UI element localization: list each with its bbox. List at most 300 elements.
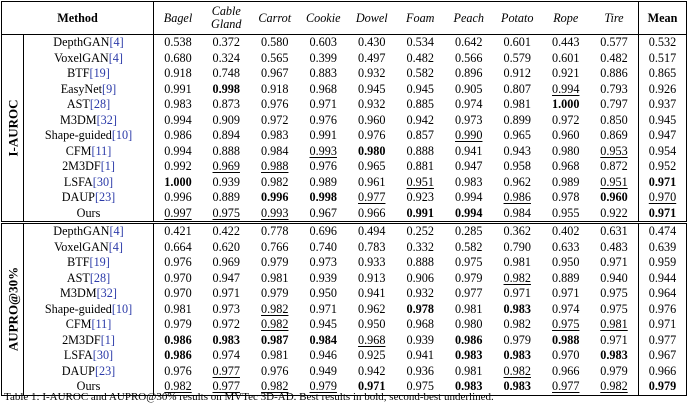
citation-link[interactable]: [10] bbox=[111, 301, 133, 316]
mean-cell bbox=[639, 128, 687, 144]
score-cell bbox=[590, 317, 639, 333]
score-value: 0.980 bbox=[552, 143, 580, 158]
citation-link[interactable]: [4] bbox=[109, 224, 124, 239]
score-value: 0.873 bbox=[212, 97, 240, 112]
score-cell bbox=[251, 35, 300, 51]
score-value: 0.939 bbox=[309, 270, 337, 285]
score-value: 0.968 bbox=[358, 332, 386, 347]
mean-header: Mean bbox=[639, 2, 687, 35]
method-name: LSFA bbox=[63, 348, 93, 363]
score-value: 0.936 bbox=[406, 363, 434, 378]
score-value: 0.940 bbox=[600, 270, 628, 285]
score-value: 0.989 bbox=[552, 174, 580, 189]
score-value: 0.969 bbox=[212, 159, 240, 174]
score-value: 0.982 bbox=[261, 317, 289, 332]
score-value: 0.906 bbox=[406, 270, 434, 285]
score-value: 0.896 bbox=[455, 66, 483, 81]
score-cell bbox=[202, 82, 251, 98]
score-cell bbox=[348, 348, 397, 364]
class-header: Cookie bbox=[305, 10, 341, 25]
class-header: Cable Gland bbox=[211, 4, 242, 31]
score-value: 0.997 bbox=[164, 205, 192, 220]
score-cell bbox=[348, 271, 397, 287]
score-value: 0.969 bbox=[212, 255, 240, 270]
citation-link[interactable]: [30] bbox=[92, 348, 114, 363]
score-value: 0.872 bbox=[600, 159, 628, 174]
score-value: 0.971 bbox=[309, 301, 337, 316]
score-value: 0.976 bbox=[261, 97, 289, 112]
score-cell bbox=[251, 271, 300, 287]
score-cell bbox=[299, 271, 348, 287]
score-cell bbox=[154, 286, 203, 302]
class-header: Foam bbox=[406, 10, 435, 25]
score-value: 0.982 bbox=[164, 379, 192, 394]
table-row bbox=[2, 286, 687, 302]
score-value: 0.998 bbox=[309, 190, 337, 205]
score-value: 0.974 bbox=[552, 301, 580, 316]
score-value: 0.941 bbox=[406, 348, 434, 363]
score-value: 0.883 bbox=[309, 66, 337, 81]
method-name: Ours bbox=[76, 205, 101, 220]
score-value: 0.945 bbox=[406, 81, 434, 96]
score-cell bbox=[348, 223, 397, 240]
score-value: 0.950 bbox=[309, 286, 337, 301]
score-cell bbox=[299, 364, 348, 380]
mean-value: 0.970 bbox=[648, 190, 677, 205]
score-cell bbox=[542, 128, 591, 144]
score-value: 0.939 bbox=[212, 174, 240, 189]
score-cell bbox=[445, 286, 494, 302]
score-value: 0.981 bbox=[164, 301, 192, 316]
score-value: 0.968 bbox=[552, 159, 580, 174]
method-cell bbox=[24, 240, 154, 256]
score-cell bbox=[251, 317, 300, 333]
score-value: 0.970 bbox=[552, 348, 580, 363]
score-cell bbox=[445, 35, 494, 51]
score-value: 0.982 bbox=[261, 379, 289, 394]
score-cell bbox=[590, 144, 639, 160]
score-cell bbox=[202, 317, 251, 333]
score-cell bbox=[396, 333, 445, 349]
score-cell bbox=[445, 159, 494, 175]
score-cell bbox=[299, 175, 348, 191]
score-cell bbox=[202, 240, 251, 256]
score-cell bbox=[154, 364, 203, 380]
citation-link[interactable]: [1] bbox=[100, 159, 115, 174]
score-value: 0.994 bbox=[455, 190, 483, 205]
score-cell bbox=[202, 223, 251, 240]
score-cell bbox=[154, 82, 203, 98]
score-value: 0.857 bbox=[406, 128, 434, 143]
score-value: 0.422 bbox=[212, 224, 240, 239]
score-cell bbox=[251, 364, 300, 380]
score-cell bbox=[590, 66, 639, 82]
score-cell bbox=[251, 333, 300, 349]
score-value: 0.975 bbox=[406, 379, 434, 394]
score-value: 0.994 bbox=[164, 143, 192, 158]
score-cell bbox=[396, 175, 445, 191]
score-value: 0.965 bbox=[358, 159, 386, 174]
score-cell bbox=[348, 175, 397, 191]
score-cell bbox=[299, 66, 348, 82]
score-cell bbox=[299, 159, 348, 175]
mean-value: 0.937 bbox=[648, 97, 677, 112]
score-cell bbox=[202, 348, 251, 364]
score-cell bbox=[542, 82, 591, 98]
score-cell bbox=[202, 66, 251, 82]
score-value: 0.430 bbox=[358, 35, 386, 50]
method-cell bbox=[24, 190, 154, 206]
score-value: 0.965 bbox=[503, 128, 531, 143]
score-value: 0.981 bbox=[600, 317, 628, 332]
score-cell bbox=[299, 206, 348, 223]
section-label-text: I-AUROC bbox=[5, 99, 20, 157]
method-cell bbox=[24, 66, 154, 82]
score-cell bbox=[154, 159, 203, 175]
score-value: 0.988 bbox=[261, 159, 289, 174]
score-cell bbox=[299, 97, 348, 113]
score-value: 0.961 bbox=[358, 174, 386, 189]
score-value: 0.918 bbox=[164, 66, 192, 81]
score-cell bbox=[348, 317, 397, 333]
score-value: 0.979 bbox=[455, 270, 483, 285]
score-cell bbox=[154, 175, 203, 191]
score-value: 0.664 bbox=[164, 239, 192, 254]
score-cell bbox=[348, 66, 397, 82]
score-value: 0.976 bbox=[164, 363, 192, 378]
score-value: 0.939 bbox=[406, 332, 434, 347]
score-cell bbox=[251, 206, 300, 223]
score-value: 0.402 bbox=[552, 224, 580, 239]
score-value: 0.869 bbox=[600, 128, 628, 143]
table-row bbox=[2, 113, 687, 129]
table-row bbox=[2, 66, 687, 82]
score-cell bbox=[445, 113, 494, 129]
score-cell bbox=[590, 159, 639, 175]
score-value: 0.362 bbox=[503, 224, 531, 239]
score-cell bbox=[251, 144, 300, 160]
score-cell bbox=[542, 271, 591, 287]
score-cell bbox=[348, 113, 397, 129]
score-cell bbox=[542, 144, 591, 160]
score-cell bbox=[590, 128, 639, 144]
score-cell bbox=[299, 286, 348, 302]
method-name: DepthGAN bbox=[53, 35, 110, 50]
class-header: Rope bbox=[553, 10, 579, 25]
score-value: 0.986 bbox=[503, 190, 531, 205]
score-cell bbox=[251, 128, 300, 144]
score-value: 0.482 bbox=[600, 50, 628, 65]
score-cell bbox=[202, 128, 251, 144]
citation-link[interactable]: [11] bbox=[91, 143, 112, 158]
score-value: 0.977 bbox=[212, 379, 240, 394]
score-value: 0.982 bbox=[503, 270, 531, 285]
score-value: 0.975 bbox=[552, 317, 580, 332]
score-value: 0.483 bbox=[600, 239, 628, 254]
score-value: 0.960 bbox=[552, 128, 580, 143]
score-value: 0.994 bbox=[455, 205, 483, 220]
score-value: 0.972 bbox=[552, 112, 580, 127]
score-cell bbox=[299, 240, 348, 256]
score-cell bbox=[542, 286, 591, 302]
score-cell bbox=[590, 286, 639, 302]
score-cell bbox=[590, 348, 639, 364]
score-cell bbox=[493, 286, 542, 302]
score-cell bbox=[445, 223, 494, 240]
score-value: 0.953 bbox=[600, 143, 628, 158]
score-cell bbox=[542, 159, 591, 175]
method-name: 2M3DF bbox=[62, 159, 101, 174]
score-cell bbox=[202, 302, 251, 318]
method-name: BTF bbox=[67, 255, 90, 270]
score-cell bbox=[590, 175, 639, 191]
score-value: 0.946 bbox=[309, 348, 337, 363]
score-cell bbox=[542, 317, 591, 333]
score-cell bbox=[154, 317, 203, 333]
score-value: 0.534 bbox=[406, 35, 434, 50]
score-cell bbox=[542, 113, 591, 129]
mean-value: 0.976 bbox=[648, 301, 677, 316]
score-value: 0.922 bbox=[600, 205, 628, 220]
score-value: 0.324 bbox=[212, 50, 240, 65]
mean-cell bbox=[639, 333, 687, 349]
score-cell bbox=[590, 223, 639, 240]
mean-cell bbox=[639, 223, 687, 240]
score-value: 0.972 bbox=[261, 112, 289, 127]
score-value: 0.766 bbox=[261, 239, 289, 254]
method-cell bbox=[24, 175, 154, 191]
score-cell bbox=[202, 255, 251, 271]
score-cell bbox=[154, 255, 203, 271]
score-value: 0.899 bbox=[503, 112, 531, 127]
method-cell bbox=[24, 348, 154, 364]
citation-link[interactable]: [23] bbox=[94, 190, 116, 205]
score-cell bbox=[348, 35, 397, 51]
score-value: 0.966 bbox=[358, 205, 386, 220]
mean-value: 0.474 bbox=[648, 224, 677, 239]
table-row bbox=[2, 223, 687, 240]
section-label-text: AUPRO@30% bbox=[5, 267, 20, 352]
score-value: 0.941 bbox=[358, 286, 386, 301]
score-value: 0.983 bbox=[600, 348, 628, 363]
score-value: 0.996 bbox=[164, 190, 192, 205]
mean-cell bbox=[639, 144, 687, 160]
score-cell bbox=[493, 348, 542, 364]
citation-link[interactable]: [10] bbox=[111, 128, 133, 143]
score-cell bbox=[251, 302, 300, 318]
method-name: Shape-guided bbox=[44, 301, 112, 316]
score-cell bbox=[348, 128, 397, 144]
citation-link[interactable]: [4] bbox=[109, 35, 124, 50]
score-cell bbox=[251, 240, 300, 256]
score-cell bbox=[202, 51, 251, 67]
score-cell bbox=[445, 255, 494, 271]
score-value: 0.538 bbox=[164, 35, 192, 50]
score-value: 0.984 bbox=[503, 205, 531, 220]
score-value: 0.888 bbox=[406, 143, 434, 158]
score-cell bbox=[348, 286, 397, 302]
score-value: 0.975 bbox=[455, 255, 483, 270]
citation-link[interactable]: [1] bbox=[100, 332, 115, 347]
score-cell bbox=[493, 144, 542, 160]
score-value: 0.942 bbox=[406, 112, 434, 127]
score-value: 0.881 bbox=[406, 159, 434, 174]
score-cell bbox=[348, 190, 397, 206]
score-value: 0.983 bbox=[455, 379, 483, 394]
score-value: 0.994 bbox=[164, 112, 192, 127]
method-cell bbox=[24, 223, 154, 240]
score-cell bbox=[251, 175, 300, 191]
score-cell bbox=[396, 97, 445, 113]
mean-cell bbox=[639, 190, 687, 206]
score-value: 0.680 bbox=[164, 50, 192, 65]
score-cell bbox=[590, 190, 639, 206]
method-cell bbox=[24, 286, 154, 302]
score-value: 0.989 bbox=[309, 174, 337, 189]
mean-cell bbox=[639, 379, 687, 395]
score-cell bbox=[299, 51, 348, 67]
method-name: CFM bbox=[65, 317, 92, 332]
score-value: 0.975 bbox=[600, 301, 628, 316]
score-value: 0.955 bbox=[552, 205, 580, 220]
method-name: Shape-guided bbox=[44, 128, 112, 143]
score-cell bbox=[590, 97, 639, 113]
method-name: 2M3DF bbox=[62, 332, 101, 347]
citation-link[interactable]: [28] bbox=[89, 97, 111, 112]
score-value: 0.991 bbox=[406, 205, 434, 220]
score-value: 0.443 bbox=[552, 35, 580, 50]
method-name: AST bbox=[66, 97, 90, 112]
class-header: Dowel bbox=[355, 10, 388, 25]
score-value: 0.603 bbox=[309, 35, 337, 50]
score-cell bbox=[445, 66, 494, 82]
mean-cell bbox=[639, 66, 687, 82]
score-value: 0.933 bbox=[358, 255, 386, 270]
score-value: 0.886 bbox=[600, 66, 628, 81]
score-cell bbox=[590, 82, 639, 98]
score-cell bbox=[154, 97, 203, 113]
score-value: 0.977 bbox=[212, 363, 240, 378]
score-value: 0.582 bbox=[455, 239, 483, 254]
score-value: 0.983 bbox=[455, 348, 483, 363]
score-value: 0.988 bbox=[552, 332, 580, 347]
score-cell bbox=[202, 271, 251, 287]
method-cell bbox=[24, 333, 154, 349]
citation-link[interactable]: [30] bbox=[92, 174, 114, 189]
score-cell bbox=[299, 190, 348, 206]
table-row bbox=[2, 240, 687, 256]
score-value: 0.885 bbox=[406, 97, 434, 112]
score-value: 0.332 bbox=[406, 239, 434, 254]
section-label bbox=[2, 223, 24, 396]
score-cell bbox=[396, 364, 445, 380]
score-cell bbox=[299, 82, 348, 98]
class-header: Bagel bbox=[163, 10, 193, 25]
score-cell bbox=[202, 159, 251, 175]
score-value: 0.984 bbox=[261, 143, 289, 158]
score-value: 0.970 bbox=[164, 270, 192, 285]
score-cell bbox=[590, 333, 639, 349]
score-value: 0.979 bbox=[261, 286, 289, 301]
mean-cell bbox=[639, 302, 687, 318]
score-cell bbox=[590, 255, 639, 271]
score-value: 0.958 bbox=[503, 159, 531, 174]
score-value: 0.941 bbox=[455, 143, 483, 158]
score-cell bbox=[445, 302, 494, 318]
score-cell bbox=[396, 190, 445, 206]
citation-link[interactable]: [19] bbox=[89, 255, 110, 270]
mean-value: 0.954 bbox=[648, 143, 677, 158]
score-value: 0.947 bbox=[212, 270, 240, 285]
citation-link[interactable]: [32] bbox=[96, 286, 117, 301]
mean-value: 0.532 bbox=[648, 35, 677, 50]
citation-link[interactable]: [4] bbox=[108, 50, 123, 65]
class-header: Peach bbox=[453, 10, 484, 25]
method-cell bbox=[24, 113, 154, 129]
score-value: 0.918 bbox=[261, 81, 289, 96]
score-cell bbox=[251, 255, 300, 271]
score-cell bbox=[251, 113, 300, 129]
score-value: 0.807 bbox=[503, 81, 531, 96]
mean-value: 0.971 bbox=[648, 174, 677, 189]
citation-link[interactable]: [19] bbox=[89, 66, 110, 81]
score-value: 0.983 bbox=[164, 97, 192, 112]
mean-cell bbox=[639, 271, 687, 287]
score-value: 0.977 bbox=[358, 190, 386, 205]
score-value: 0.987 bbox=[261, 332, 289, 347]
score-value: 0.979 bbox=[261, 255, 289, 270]
score-cell bbox=[493, 271, 542, 287]
mean-value: 0.967 bbox=[648, 348, 677, 363]
method-name: CFM bbox=[65, 143, 92, 158]
score-value: 0.983 bbox=[503, 379, 531, 394]
citation-link[interactable]: [32] bbox=[96, 112, 117, 127]
table-row bbox=[2, 190, 687, 206]
score-value: 0.981 bbox=[261, 348, 289, 363]
score-value: 0.983 bbox=[503, 301, 531, 316]
score-value: 0.579 bbox=[503, 50, 531, 65]
method-name: M3DM bbox=[60, 112, 97, 127]
citation-link[interactable]: [23] bbox=[94, 363, 116, 378]
mean-value: 0.977 bbox=[648, 332, 677, 347]
score-value: 0.909 bbox=[212, 112, 240, 127]
score-cell bbox=[154, 66, 203, 82]
score-cell bbox=[154, 271, 203, 287]
mean-value: 0.952 bbox=[648, 159, 677, 174]
score-value: 0.983 bbox=[503, 348, 531, 363]
citation-link[interactable]: [11] bbox=[91, 317, 112, 332]
score-value: 0.976 bbox=[261, 363, 289, 378]
score-cell bbox=[348, 364, 397, 380]
score-value: 0.986 bbox=[164, 348, 192, 363]
score-cell bbox=[251, 97, 300, 113]
score-value: 0.977 bbox=[552, 379, 580, 394]
method-cell bbox=[24, 317, 154, 333]
score-value: 0.968 bbox=[406, 317, 434, 332]
score-value: 0.970 bbox=[164, 286, 192, 301]
score-cell bbox=[590, 35, 639, 51]
citation-link[interactable]: [9] bbox=[102, 81, 117, 96]
citation-link[interactable]: [28] bbox=[89, 270, 111, 285]
score-cell bbox=[396, 35, 445, 51]
score-cell bbox=[154, 348, 203, 364]
score-value: 0.992 bbox=[164, 159, 192, 174]
mean-value: 0.966 bbox=[648, 363, 677, 378]
citation-link[interactable]: [4] bbox=[108, 239, 123, 254]
score-cell bbox=[348, 240, 397, 256]
table-caption: Table 1: I-AUROC and AUPRO@30% results on MVTec 3D-AD. Best results in bold, second-best underlined. bbox=[4, 391, 494, 403]
score-value: 0.979 bbox=[503, 332, 531, 347]
